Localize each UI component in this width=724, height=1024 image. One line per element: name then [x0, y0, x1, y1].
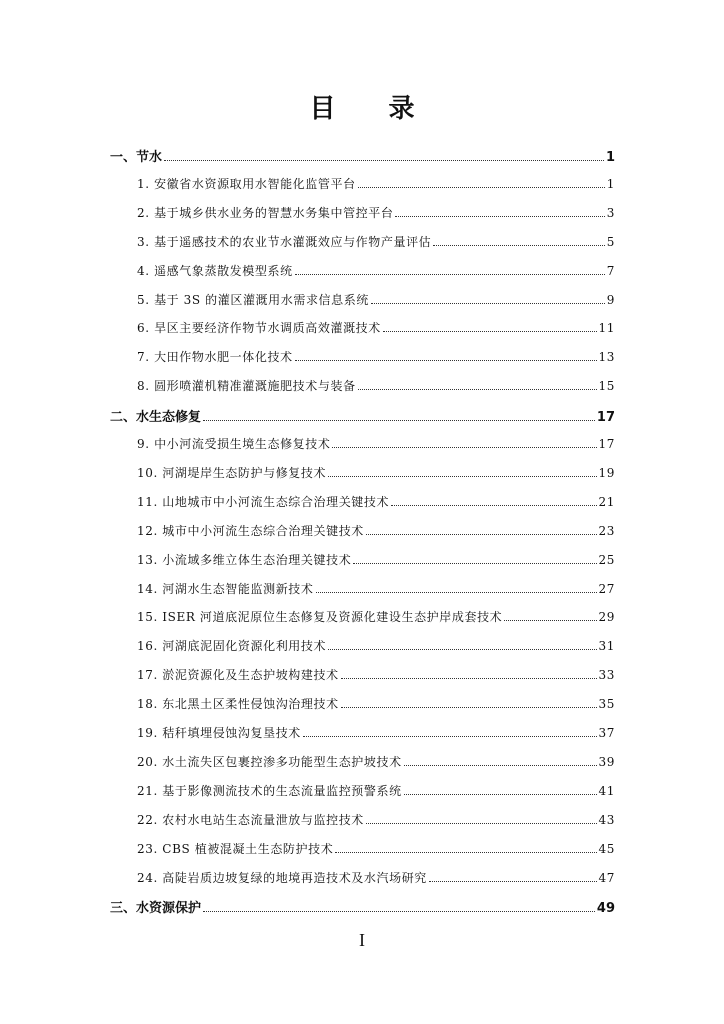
toc-item-title: 9. 中小河流受损生境生态修复技术: [137, 437, 331, 451]
toc-item[interactable]: [137, 233, 615, 250]
toc-page-number: 7: [606, 263, 615, 278]
toc-item-title: 17. 淤泥资源化及生态护坡构建技术: [137, 668, 339, 683]
toc-page-number: 49: [596, 901, 615, 917]
toc-item[interactable]: [137, 464, 615, 481]
dot-leader: [328, 476, 596, 477]
toc-item-title: 12. 城市中小河流生态综合治理关键技术: [137, 523, 364, 538]
toc-page-number: 15: [598, 379, 615, 394]
dot-leader: [358, 389, 597, 390]
dot-leader: [358, 187, 605, 188]
toc-item-title: 24. 高陡岩质边坡复绿的地境再造技术及水汽场研究: [137, 870, 427, 885]
toc-item[interactable]: [137, 551, 615, 568]
dot-leader: [504, 620, 596, 621]
toc-page-number: 43: [598, 812, 615, 827]
dot-leader: [395, 216, 604, 217]
dot-leader: [341, 678, 597, 679]
toc-item-title: 22. 农村水电站生态流量泄放与监控技术: [137, 812, 364, 827]
dot-leader: [164, 160, 604, 161]
toc-page-number: 19: [598, 465, 615, 480]
toc-page-number: 41: [598, 783, 615, 798]
dot-leader: [203, 420, 595, 421]
toc-item[interactable]: [137, 522, 615, 539]
page-number: I: [359, 930, 365, 950]
toc-page-number: 17: [596, 410, 615, 426]
toc-item-title: 20. 水土流失区包裹控渗多功能型生态护坡技术: [137, 754, 402, 769]
toc-page-number: 29: [598, 610, 615, 625]
toc-item-title: 1. 安徽省水资源取用水智能化监管平台: [137, 176, 356, 191]
toc-page-number: 47: [598, 870, 615, 885]
toc-page-number: 35: [598, 697, 615, 712]
toc-page-number: 1: [605, 150, 615, 165]
dot-leader: [429, 881, 597, 882]
toc-section[interactable]: [110, 406, 615, 425]
toc-page-number: 5: [606, 234, 615, 249]
toc-item-title: 14. 河湖水生态智能监测新技术: [137, 581, 314, 596]
toc-section-title: 二、水生态修复: [110, 410, 202, 426]
dot-leader: [371, 303, 605, 304]
toc-page-number: 9: [606, 292, 615, 307]
toc-page-number: 33: [598, 668, 615, 683]
toc-page-number: 25: [598, 552, 615, 567]
toc-section-title: 一、节水: [110, 150, 163, 165]
toc-section[interactable]: [110, 146, 615, 165]
toc-item-title: 7. 大田作物水肥一体化技术: [137, 350, 293, 365]
toc-item[interactable]: [137, 869, 615, 886]
toc-section-title: 三、水资源保护: [110, 901, 202, 917]
dot-leader: [295, 360, 597, 361]
dot-leader: [383, 331, 597, 332]
dot-leader: [366, 823, 597, 824]
dot-leader: [316, 592, 597, 593]
toc-item[interactable]: [137, 637, 615, 654]
toc-page-number: 39: [598, 754, 615, 769]
page-title: 目 录: [309, 94, 437, 124]
toc-item[interactable]: [137, 840, 615, 857]
dot-leader: [404, 765, 597, 766]
toc-item[interactable]: [137, 291, 615, 308]
dot-leader: [391, 505, 596, 506]
toc-item-title: 15. ISER 河道底泥原位生态修复及资源化建设生态护岸成套技术: [137, 610, 503, 625]
toc-item-title: 10. 河湖堤岸生态防护与修复技术: [137, 465, 327, 480]
toc-page-number: 23: [598, 523, 615, 538]
toc-item-title: 2. 基于城乡供水业务的智慧水务集中管控平台: [137, 205, 394, 220]
toc-item[interactable]: [137, 377, 615, 394]
toc-section[interactable]: [110, 897, 615, 916]
toc-page-number: 37: [598, 726, 615, 740]
toc-item[interactable]: [137, 724, 615, 741]
toc-page-number: 3: [606, 205, 615, 220]
toc-item[interactable]: [137, 175, 615, 192]
toc-page-number: 27: [598, 581, 615, 596]
dot-leader: [203, 911, 595, 912]
toc-item-title: 13. 小流域多维立体生态治理关键技术: [137, 552, 352, 567]
toc-page-number: 31: [598, 639, 615, 654]
toc-item-title: 6. 旱区主要经济作物节水调质高效灌溉技术: [137, 321, 381, 336]
dot-leader: [341, 707, 597, 708]
toc-item-title: 8. 圆形喷灌机精准灌溉施肥技术与装备: [137, 379, 356, 394]
toc-item[interactable]: [137, 493, 615, 510]
toc-item[interactable]: [137, 782, 615, 799]
toc-page-number: 13: [598, 350, 615, 365]
dot-leader: [303, 736, 597, 737]
toc-page-number: 11: [598, 321, 615, 336]
toc-item[interactable]: [137, 348, 615, 365]
toc-page-number: 21: [598, 494, 615, 509]
toc-item[interactable]: [137, 435, 615, 452]
toc-item[interactable]: [137, 811, 615, 828]
toc-item-title: 4. 遥感气象蒸散发模型系统: [137, 263, 293, 278]
toc-item[interactable]: [137, 580, 615, 597]
toc-item[interactable]: [137, 204, 615, 221]
toc-item[interactable]: [137, 753, 615, 770]
toc-item[interactable]: [137, 262, 615, 279]
dot-leader: [353, 563, 596, 564]
dot-leader: [332, 447, 596, 448]
toc-item[interactable]: [137, 666, 615, 683]
toc-item-title: 23. CBS 植被混凝土生态防护技术: [137, 841, 334, 856]
toc-item-title: 3. 基于遥感技术的农业节水灌溉效应与作物产量评估: [137, 234, 432, 249]
toc-item-title: 21. 基于影像测流技术的生态流量监控预警系统: [137, 783, 402, 798]
toc-item-title: 19. 秸秆填埋侵蚀沟复垦技术: [137, 726, 301, 740]
toc-item[interactable]: [137, 319, 615, 336]
toc-item[interactable]: [137, 608, 615, 625]
toc-item-title: 18. 东北黑土区柔性侵蚀沟治理技术: [137, 697, 339, 712]
dot-leader: [404, 794, 597, 795]
toc-page-number: 1: [606, 176, 615, 191]
toc-item-title: 16. 河湖底泥固化资源化利用技术: [137, 639, 327, 654]
dot-leader: [366, 534, 597, 535]
toc-item[interactable]: [137, 695, 615, 712]
dot-leader: [433, 245, 604, 246]
dot-leader: [335, 852, 596, 853]
dot-leader: [295, 274, 605, 275]
toc-item-title: 5. 基于 3S 的灌区灌溉用水需求信息系统: [137, 292, 369, 307]
toc-page-number: 45: [598, 841, 615, 856]
toc-item-title: 11. 山地城市中小河流生态综合治理关键技术: [137, 494, 390, 509]
dot-leader: [328, 649, 596, 650]
toc-page-number: 17: [598, 437, 615, 451]
